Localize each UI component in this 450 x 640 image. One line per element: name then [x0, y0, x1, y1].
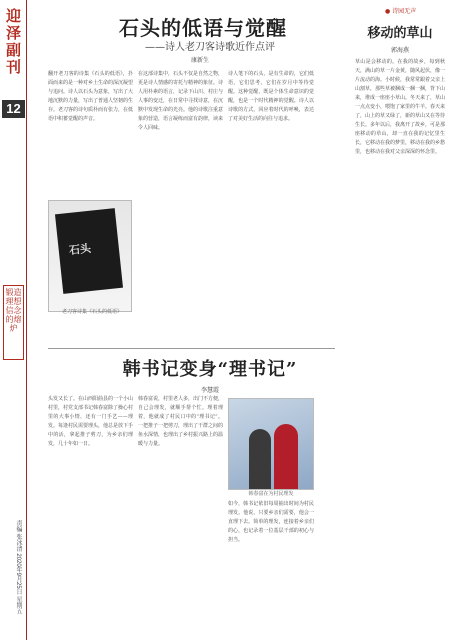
right-article-author: 郭海燕	[390, 47, 409, 54]
main-article-title: 石头的低语与觉醒	[119, 16, 287, 40]
right-column	[350, 0, 450, 640]
book-photo	[48, 200, 132, 312]
book-cover-text: 石头	[68, 241, 92, 258]
section-divider	[48, 348, 335, 349]
haircut-photo-caption: 韩春富在为村民理发	[248, 491, 294, 497]
masthead: 迎泽副刊	[5, 7, 21, 76]
main-article-author: 康新生	[190, 57, 209, 64]
sub-article-author: 李慧霞	[200, 387, 219, 394]
main-article-subtitle: ——诗人老刀客诗歌近作点评	[145, 42, 275, 53]
slogan-box: 锻造理想信念的熔炉	[3, 285, 24, 360]
left-strip	[0, 0, 27, 640]
book-photo-caption: 老刀客诗集《石头的低语》	[61, 309, 122, 315]
barber-figure	[274, 424, 298, 489]
main-article-column-1: 翻开老刀客的诗集《石头的低语》，扑面而来的是一种对乡土生命的深沉凝望与追问。诗人以石头为意象，写出了大地沉默的力量，写出了普通人坚韧的生存。老刀客的诗句质朴而有张力，在低语中积蓄觉醒的声音。	[48, 71, 133, 122]
sub-article-title: 韩书记变身“理书记”	[122, 359, 298, 380]
right-article-body: 草山是会移动的。在我的故乡，每到秋天，满山的草一片金黄，随风起伏，像一片流动的海。小时候，我常常跟着父亲上山割草，那些草被捆成一捆一捆，背下山来，堆成一座座小草山。冬天来了，草山一点点变小，喂饱了家里的牛羊。春天来了，山上的草又绿了，新的草山又在等待生长。多年以后，我离开了故乡，可是那座移动的草山，却一直在我的记忆里生长，它移动在我的梦里，移动在我的乡愁里，也移动在我对父亲深深的怀念里。	[355, 59, 445, 155]
right-article-title: 移动的草山	[367, 26, 433, 41]
main-article-column-2: 在这部诗集中，石头不仅是自然之物，更是诗人情感的寄托与精神的象征。诗人用朴素的语言，记录下山川、村庄与人事的变迁，在日常中寻找诗意，在沉默中发现生命的光亮。他的诗歌注重意象的营造，语言凝练而富有韵律，读来令人回味。	[138, 71, 223, 131]
sub-article-column-2: 韩春富说，村里老人多，出门不方便，自己会理发，就顺手帮个忙。理着理着，他就成了村民口中的“理书记”。一把推子一把剪刀，理出了干群之间的鱼水深情，也理出了乡村振兴路上的温暖与力量。	[138, 396, 223, 447]
main-area	[30, 0, 348, 640]
haircut-photo	[228, 398, 314, 490]
villager-figure	[249, 429, 271, 489]
sub-article-column-1: 头发又长了。在山西阳曲县的一个小山村里，村党支部书记韩春富除了操心村里的大事小情，还有一门手艺——理发。每逢村民需要理头，他总是放下手中的活，拿起推子剪刀，为乡亲们理发，几十年如一日。	[48, 396, 133, 447]
column-brand: ● 诗园无声	[385, 8, 417, 15]
page-number: 12	[2, 100, 25, 118]
sub-article-column-3: 如今，韩书记依旧每周抽出时间为村民理发。他说，只要乡亲们需要，他会一直理下去。简单的理发，连接着乡亲们的心，也记录着一位基层干部的初心与担当。	[228, 501, 314, 543]
main-article-column-3: 诗人笔下的石头，是有生命的，它们低语，它们思考，它们在岁月中等待觉醒。这种觉醒，既是个体生命意识的觉醒，也是一个时代精神的觉醒。诗人以诗歌的方式，回应着时代的呼唤，表达了对美好生活的向往与追求。	[228, 71, 314, 122]
footer-info: 责编 张冰清 2020年9月25日 星期五	[15, 520, 21, 615]
